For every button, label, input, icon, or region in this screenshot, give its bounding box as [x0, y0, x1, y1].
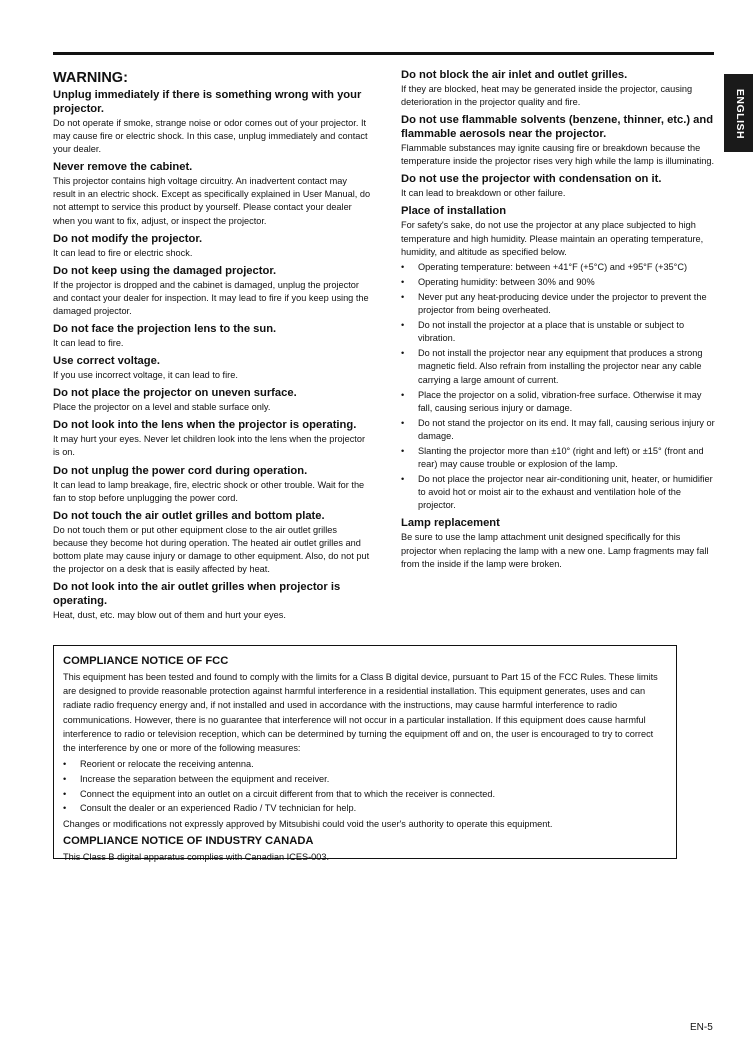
- list-item: • Connect the equipment into an outlet on a circuit different from that to which the receiver is connected.: [63, 787, 668, 801]
- section-heading: Never remove the cabinet.: [53, 161, 193, 174]
- section-heading: Do not place the projector on uneven surface.: [53, 387, 297, 400]
- section-text: This projector contains high voltage circuitry. An inadvertent contact may result in an electric shock. Except as specifically explained in User Manual, do not attempt to service this product by yourself. Please contact your dealer when you want to fix, adjust, or inspect the projector.: [53, 176, 371, 226]
- section-text: If you use incorrect voltage, it can lead to fire.: [53, 370, 238, 381]
- language-tab: [724, 74, 753, 152]
- installation-list: [401, 261, 715, 513]
- list-item: • Operating temperature: between +41°F (+5°C) and +95°F (+35°C): [401, 261, 715, 274]
- section-text: It can lead to lamp breakage, fire, electric shock or other trouble. Wait for the fan to stop before unplugging the power cord.: [53, 479, 365, 503]
- section-heading: Do not keep using the damaged projector.: [53, 264, 277, 277]
- section-heading: Do not touch the air outlet grilles and bottom plate.: [53, 509, 325, 522]
- section-text: Do not operate if smoke, strange noise or odor comes out of your projector. It may cause fire or electric shock. In this case, unplug immediately and contact your dealer.: [53, 118, 368, 155]
- section-heading: Do not face the projection lens to the sun.: [53, 323, 277, 336]
- list-item: • Do not place the projector near air-conditioning unit, heater, or humidifier to avoid hot or moist air to the exhaust and ventilation hole of the projector.: [401, 473, 715, 512]
- section-text: Place the projector on a level and stable surface only.: [53, 402, 271, 413]
- language-tab-label: ENGLISH: [734, 88, 746, 140]
- fcc-text: This equipment has been tested and found to comply with the limits for a Class B digital device, pursuant to Part 15 of the FCC Rules. These limits are designed to provide reasonable protection against harmful interference in a residential installation. This equipment generates, uses and can radiate radio frequency energy and, if not installed and used in accordance with the instructions, may cause harmful interference to radio communications. However, there is no guarantee that interference will not occur in a particular installation. If this equipment does cause harmful interference to radio or television reception, which can be determined by turning the equipment off and on, the user is encouraged to try to correct the interference by one or more of the following measures:: [63, 672, 658, 754]
- list-item: • Slanting the projector more than ±10° (right and left) or ±15° (front and rear) may cause trouble or explosion of the lamp.: [401, 445, 715, 471]
- section-heading: Use correct voltage.: [53, 355, 160, 368]
- list-item: • Consult the dealer or an experienced Radio / TV technician for help.: [63, 801, 668, 815]
- section-heading: Do not use the projector with condensation on it.: [401, 173, 662, 186]
- section-heading: Do not use flammable solvents (benzene, thinner, etc.) and flammable aerosols near the projector.: [401, 114, 714, 141]
- section-text: It can lead to breakdown or other failure.: [401, 188, 566, 199]
- left-column: [53, 68, 371, 622]
- section-text: Do not touch them or put other equipment close to the air outlet grilles because they become hot during operation. The heated air outlet grilles and bottom plate may cause injury or damage to other equipment. Also, do not put the projector on a desk that is easily affected by heat.: [53, 524, 370, 574]
- section-text: It can lead to fire.: [53, 338, 124, 349]
- section-text: It can lead to fire or electric shock.: [53, 247, 193, 258]
- lamp-text: Be sure to use the lamp attachment unit designed specifically for this projector when replacing the lamp with a new one. Lamp fragments may fall from the inside if the lamp were broken.: [401, 532, 709, 569]
- lamp-heading: Lamp replacement: [401, 517, 500, 530]
- list-item: • Do not install the projector at a place that is unstable or subject to vibration.: [401, 319, 715, 345]
- list-item: • Place the projector on a solid, vibration-free surface. Otherwise it may fall, causing serious injury or damage.: [401, 389, 715, 415]
- section-heading: Do not block the air inlet and outlet grilles.: [401, 69, 628, 81]
- installation-text: For safety's sake, do not use the projector at any place subjected to high temperature and high humidity. Please maintain an operating temperature, humidity, and altitude as specified below.: [401, 220, 704, 257]
- right-column: [401, 68, 715, 571]
- section-heading: Do not modify the projector.: [53, 232, 203, 245]
- canada-heading: COMPLIANCE NOTICE OF INDUSTRY CANADA: [63, 834, 314, 847]
- fcc-notice-box: [53, 645, 677, 862]
- section-heading: Do not look into the air outlet grilles when projector is operating.: [53, 581, 341, 608]
- list-item: • Do not stand the projector on its end. It may fall, causing serious injury or damage.: [401, 417, 715, 443]
- section-text: If they are blocked, heat may be generated inside the projector, causing deterioration in the projector quality and fire.: [401, 84, 693, 108]
- top-rule: [53, 52, 714, 55]
- installation-heading: Place of installation: [401, 205, 507, 218]
- list-item: • Operating humidity: between 30% and 90%: [401, 276, 715, 289]
- section-text: Flammable substances may ignite causing fire or breakdown because the temperature inside the projector rises very high while the lamp is illuminating.: [401, 143, 715, 167]
- fcc-measures-list: [63, 757, 668, 815]
- canada-text: This Class B digital apparatus complies with Canadian ICES-003.: [63, 851, 330, 862]
- section-text: Heat, dust, etc. may blow out of them and hurt your eyes.: [53, 610, 286, 621]
- section-text: It may hurt your eyes. Never let children look into the lens when the projector is on.: [53, 434, 366, 458]
- section-text: If the projector is dropped and the cabinet is damaged, unplug the projector and contact your dealer for inspection. It may lead to fire if you keep using the damaged projector.: [53, 279, 369, 316]
- section-heading: Do not unplug the power cord during operation.: [53, 464, 308, 477]
- section-heading: Unplug immediately if there is something wrong with your projector.: [53, 89, 362, 115]
- list-item: • Do not install the projector near any equipment that produces a strong magnetic field. Also refrain from installing the projector near any cable carrying a large amount of current.: [401, 347, 715, 386]
- warning-title: WARNING:: [53, 70, 128, 86]
- section-heading: Do not look into the lens when the projector is operating.: [53, 419, 357, 432]
- list-item: • Never put any heat-producing device under the projector to prevent the projector from being overheated.: [401, 291, 715, 317]
- page-number: EN-5: [690, 1022, 713, 1033]
- fcc-heading: COMPLIANCE NOTICE OF FCC: [63, 655, 229, 667]
- list-item: • Increase the separation between the equipment and receiver.: [63, 772, 668, 786]
- fcc-changes-text: Changes or modifications not expressly approved by Mitsubishi could void the user's authority to operate this equipment.: [63, 818, 553, 829]
- list-item: • Reorient or relocate the receiving antenna.: [63, 757, 668, 771]
